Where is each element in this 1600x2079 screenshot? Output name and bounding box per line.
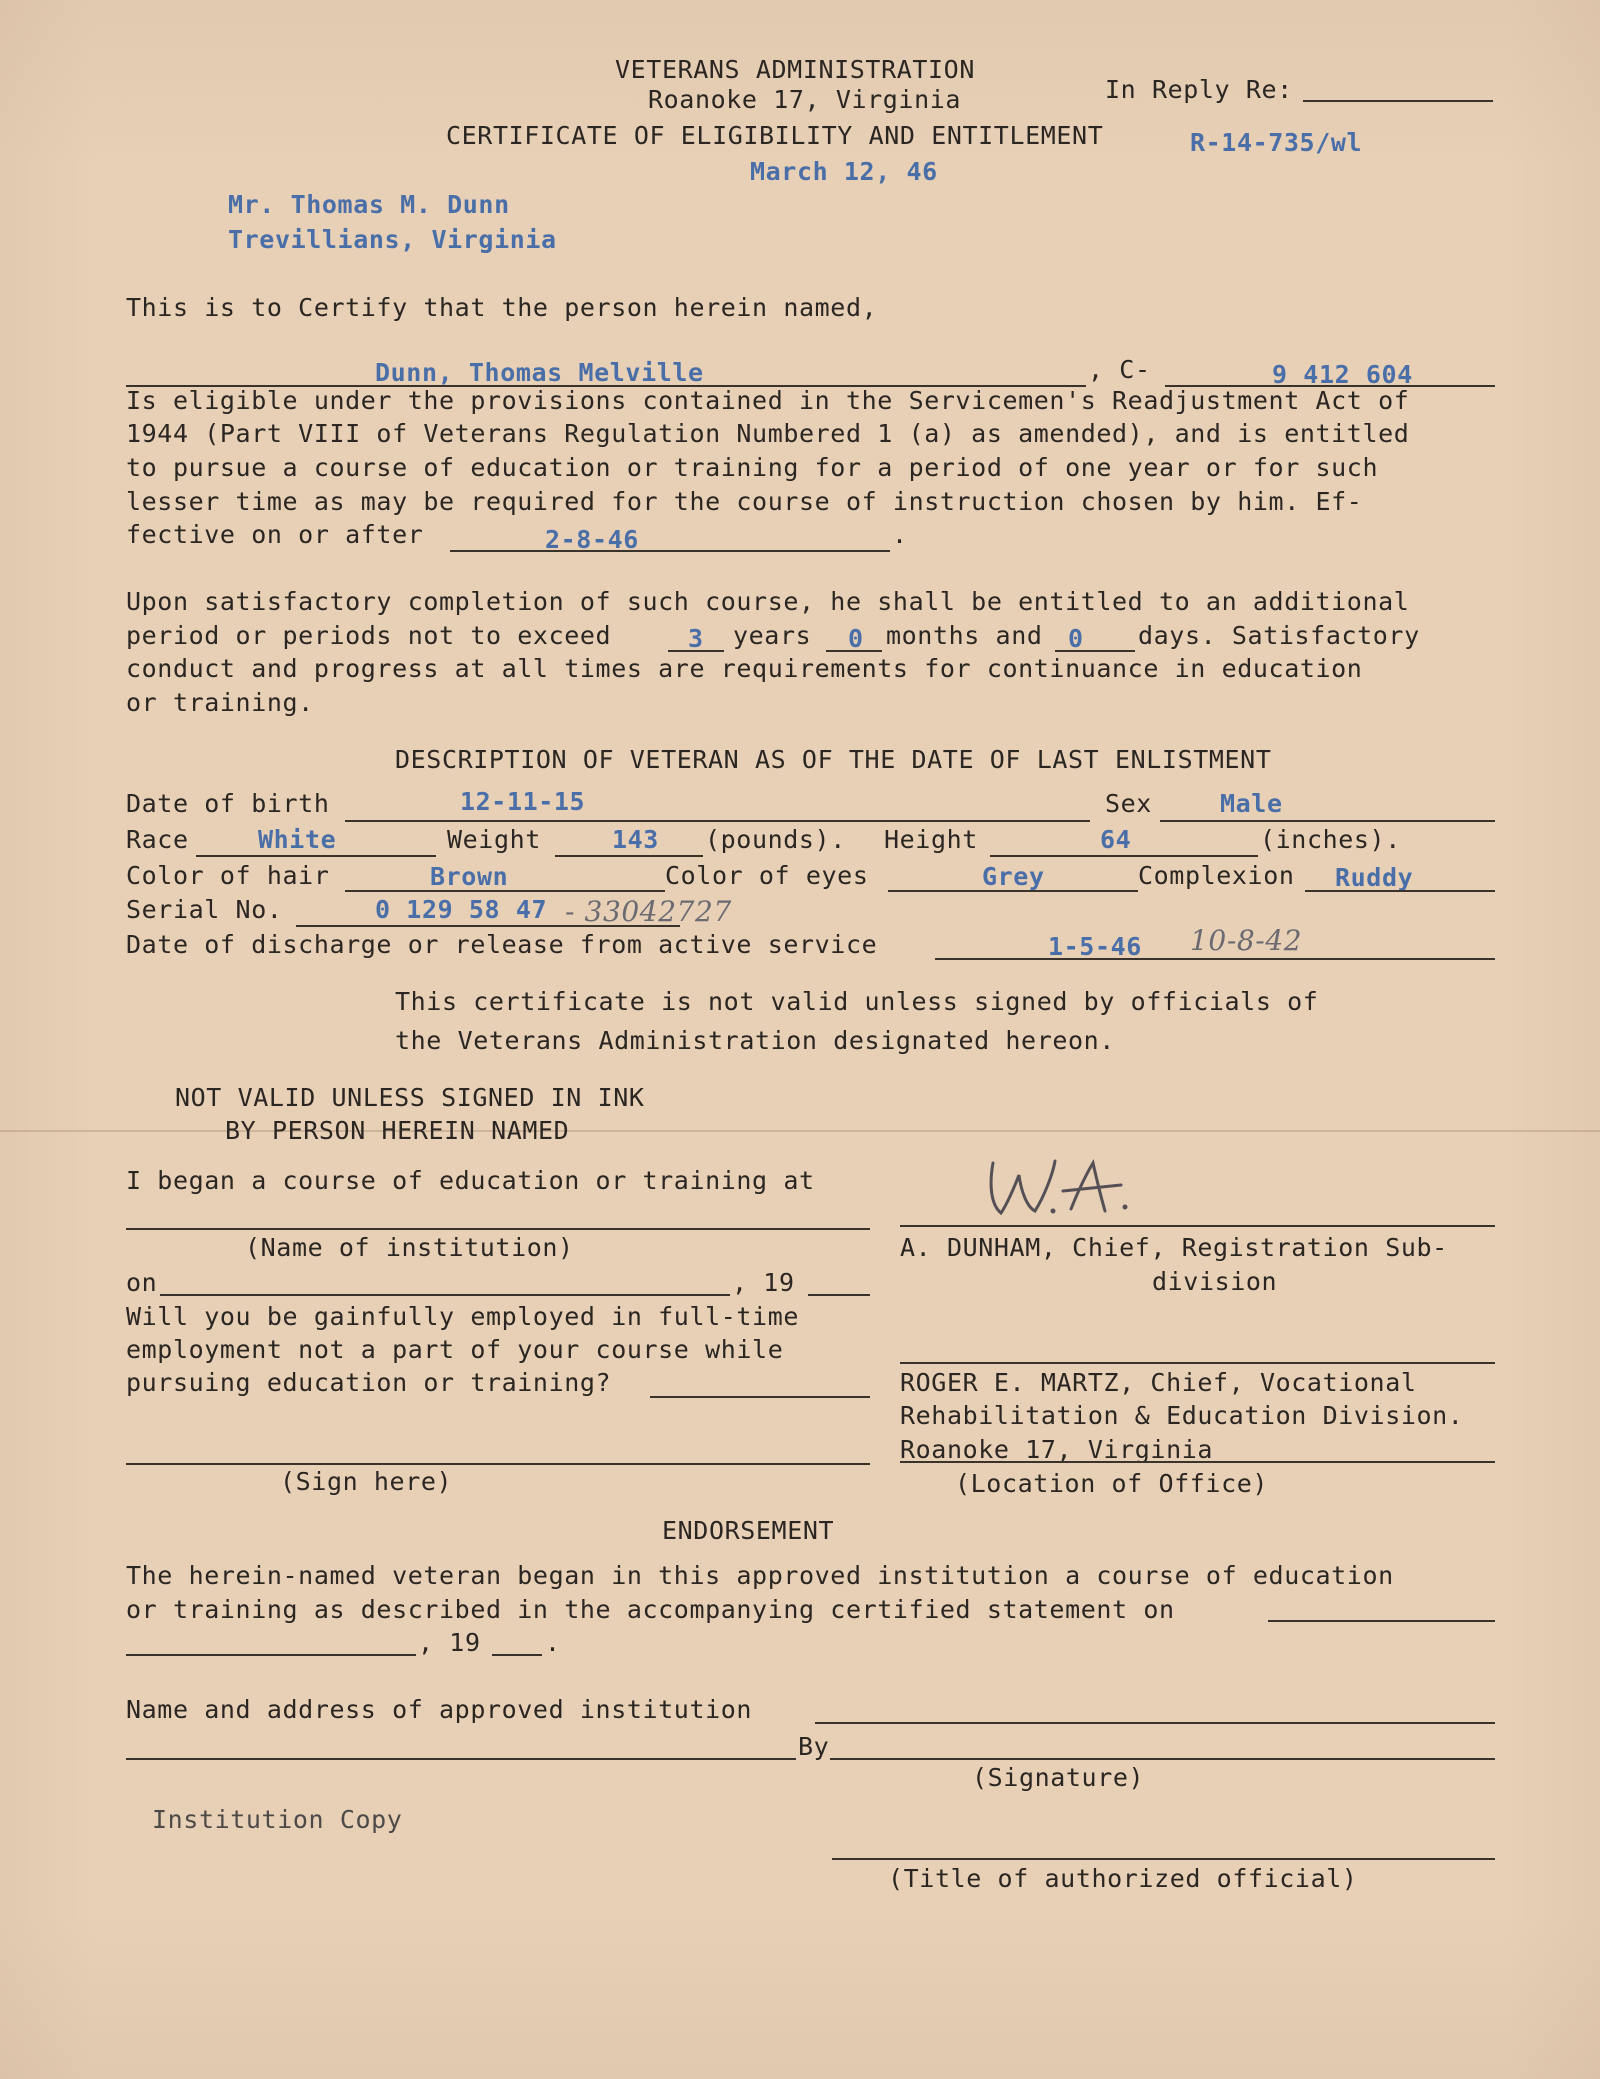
additional-line-2-pre: period or periods not to exceed [126,621,612,650]
agency-name: VETERANS ADMINISTRATION [615,55,975,84]
document-title: CERTIFICATE OF ELIGIBILITY AND ENTITLEMENT [446,121,1104,150]
days-label: days. Satisfactory [1138,621,1420,650]
start-date-line [160,1294,730,1296]
body-line-1: Is eligible under the provisions contained in the Servicemen's Readjustment Act of [126,386,1410,415]
complexion-line [1305,890,1495,892]
employment-question-3: pursuing education or training? [126,1368,612,1397]
employment-question-2: employment not a part of your course while [126,1335,784,1364]
veteran-name: Dunn, Thomas Melville [375,358,704,387]
start-year-line [808,1294,870,1296]
weight: 143 [612,825,659,854]
complexion: Ruddy [1335,863,1414,892]
began-course-text: I began a course of education or training at [126,1166,815,1195]
race-label: Race [126,825,189,854]
description-heading: DESCRIPTION OF VETERAN AS OF THE DATE OF LAST ENLISTMENT [395,745,1272,774]
discharge-line [935,958,1495,960]
days-line [1055,650,1135,652]
eye-color: Grey [982,862,1045,891]
discharge-date: 1-5-46 [1048,932,1142,961]
additional-line-1: Upon satisfactory completion of such course, he shall be entitled to an additional [126,587,1410,616]
serial-handwritten: - 33042727 [565,895,732,928]
institution-address-line [126,1758,796,1760]
discharge-label: Date of discharge or release from active service [126,930,878,959]
body-line-2: 1944 (Part VIII of Veterans Regulation Numbered 1 (a) as amended), and is entitled [126,419,1410,448]
hair-color: Brown [430,862,509,891]
official-title-line [832,1858,1495,1860]
effective-end: . [892,520,908,549]
months-label: months and [886,621,1043,650]
office-caption: (Location of Office) [955,1469,1269,1498]
months-line [826,650,882,652]
sex-line [1160,820,1495,822]
validity-line-2: the Veterans Administration designated hereon. [395,1026,1115,1055]
employment-question-1: Will you be gainfully employed in full-time [126,1302,800,1331]
endorsement-line-1: The herein-named veteran began in this approved institution a course of education [126,1561,1394,1590]
veteran-signature-line [126,1463,870,1465]
dob-label: Date of birth [126,789,330,818]
height-line [990,855,1258,857]
c-number-label: , C- [1088,355,1151,384]
body-line-4: lesser time as may be required for the course of instruction chosen by him. Ef- [126,487,1363,516]
race-line [196,855,436,857]
certify-intro: This is to Certify that the person herein named, [126,293,878,322]
weight-line [555,855,703,857]
office-line [900,1461,1495,1463]
additional-line-3: conduct and progress at all times are requirements for continuance in education [126,654,1363,683]
institution-copy-label: Institution Copy [152,1805,403,1834]
serial-label: Serial No. [126,895,283,924]
years-line [668,650,724,652]
eyes-line [888,890,1138,892]
hair-label: Color of hair [126,861,330,890]
institution-name-line [815,1722,1495,1724]
institution-name-label: Name and address of approved institution [126,1695,753,1724]
entitlement-years: 3 [688,624,704,653]
year-prefix: , 19 [732,1268,795,1297]
reply-label: In Reply Re: [1105,75,1293,104]
height-unit: (inches). [1260,825,1401,854]
effective-date: 2-8-46 [545,525,639,554]
ink-notice-1: NOT VALID UNLESS SIGNED IN INK [175,1083,645,1112]
office-location-field: Roanoke 17, Virginia [900,1435,1214,1464]
institution-caption: (Name of institution) [245,1233,574,1262]
hair-line [345,890,665,892]
dunham-signature-line [900,1225,1495,1227]
initials-signature [975,1155,1150,1225]
effective-date-line [450,550,890,552]
validity-line-1: This certificate is not valid unless signed by officials of [395,987,1319,1016]
entitlement-days: 0 [1068,624,1084,653]
sex-label: Sex [1105,789,1152,818]
ink-notice-2: BY PERSON HEREIN NAMED [225,1116,570,1145]
addressee-name: Mr. Thomas M. Dunn [228,190,510,219]
serial-number: 0 129 58 47 [375,895,548,924]
official-1-line-2: division [1152,1267,1278,1296]
addressee-place: Trevillians, Virginia [228,225,557,254]
endorsement-line-2: or training as described in the accompanying certified statement on [126,1595,1175,1624]
reply-line [1303,100,1493,102]
weight-unit: (pounds). [705,825,846,854]
additional-line-4: or training. [126,688,314,717]
issue-date: March 12, 46 [750,157,938,186]
dob-line [345,820,1090,822]
sex: Male [1220,789,1283,818]
c-number: 9 412 604 [1272,360,1413,389]
official-1-line-1: A. DUNHAM, Chief, Registration Sub- [900,1233,1448,1262]
endorser-signature-line [830,1758,1495,1760]
body-line-3: to pursue a course of education or training for a period of one year or for such [126,453,1379,482]
martz-signature-line [900,1362,1495,1364]
on-label: on [126,1268,158,1297]
by-label: By [798,1732,830,1761]
entitlement-months: 0 [848,624,864,653]
endorsement-year-text: , 19 [418,1628,481,1657]
endorsement-date-line-2 [126,1654,416,1656]
weight-label: Weight [447,825,541,854]
years-label: years [733,621,812,650]
official-2-line-2: Rehabilitation & Education Division. [900,1401,1464,1430]
endorsement-date-line [1268,1620,1495,1622]
race: White [258,825,337,854]
sign-here-caption: (Sign here) [280,1467,453,1496]
date-of-birth: 12-11-15 [460,787,586,816]
employment-answer-line [650,1396,870,1398]
endorsement-year-line [492,1654,542,1656]
complexion-label: Complexion [1138,861,1295,890]
reference-number: R-14-735/wl [1190,128,1363,157]
endorsement-heading: ENDORSEMENT [662,1516,835,1545]
discharge-handwritten: 10-8-42 [1190,924,1303,957]
institution-line [126,1228,870,1230]
office-location: Roanoke 17, Virginia [648,85,962,114]
signature-caption: (Signature) [972,1763,1145,1792]
endorsement-year-end: . [545,1628,561,1657]
height: 64 [1100,825,1132,854]
effective-label: fective on or after [126,520,424,549]
official-title-caption: (Title of authorized official) [888,1864,1358,1893]
height-label: Height [884,825,978,854]
serial-line [296,925,680,927]
official-2-line-1: ROGER E. MARTZ, Chief, Vocational [900,1368,1417,1397]
eyes-label: Color of eyes [665,861,869,890]
